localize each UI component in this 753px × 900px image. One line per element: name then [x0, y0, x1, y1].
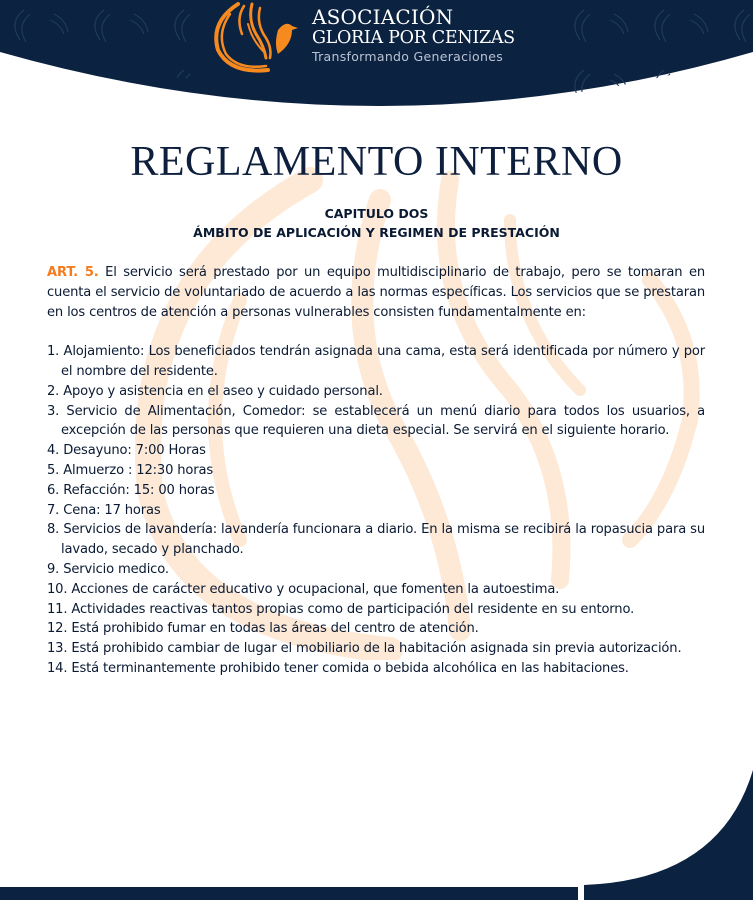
phoenix-logo-icon: [208, 0, 303, 78]
org-name-line1: ASOCIACIÓN: [312, 5, 454, 29]
list-item: 13. Está prohibido cambiar de lugar el mobiliario de la habitación asignada sin previa autorización.: [47, 641, 682, 657]
list-item: 2. Apoyo y asistencia en el aseo y cuidado personal.: [47, 383, 383, 399]
list-item: 4. Desayuno: 7:00 Horas: [47, 443, 206, 459]
list-item: 10. Acciones de carácter educativo y ocupacional, que fomenten la autoestima.: [47, 581, 560, 597]
document-body: [47, 263, 705, 679]
list-item: 3. Servicio de Alimentación, Comedor: se establecerá un menú diario para todos los usuarios, a excepción de las personas que requieren una dieta especial. Se servirá en el siguiente horario.: [47, 403, 706, 439]
chapter-title: CAPITULO DOS: [324, 206, 429, 221]
page-title: REGLAMENTO INTERNO: [130, 139, 623, 185]
list-item: 8. Servicios de lavandería: lavandería funcionara a diario. En la misma se recibirá la ropasucia para su lavado, secado y planchado.: [47, 522, 705, 558]
list-item: 7. Cena: 17 horas: [47, 502, 161, 518]
article-label: ART. 5.: [47, 265, 99, 280]
list-item: 12. Está prohibido fumar en todas las áreas del centro de atención.: [47, 621, 479, 637]
list-item: 9. Servicio medico.: [47, 561, 169, 577]
list-item: 5. Almuerzo : 12:30 horas: [47, 462, 214, 478]
org-tagline: Transformando Generaciones: [312, 49, 504, 64]
services-list: [47, 342, 705, 679]
article-paragraph: [47, 263, 705, 322]
list-item: 14. Está terminantemente prohibido tener comida o bebida alcohólica en las habitaciones.: [47, 660, 629, 676]
chapter-subtitle: ÁMBITO DE APLICACIÓN Y REGIMEN DE PRESTACIÓN: [193, 225, 560, 240]
list-item: 6. Refacción: 15: 00 horas: [47, 482, 215, 498]
org-brand: [312, 6, 515, 65]
footer-bar: [0, 887, 578, 900]
chapter-heading: [0, 204, 753, 242]
org-name-line2: GLORIA POR CENIZAS: [312, 28, 515, 48]
list-item: 11. Actividades reactivas tantos propias como de participación del residente en su entorno.: [47, 601, 635, 617]
list-item: 1. Alojamiento: Los beneficiados tendrán asignada una cama, esta será identificada por número y por el nombre del residente.: [47, 344, 705, 379]
article-text: El servicio será prestado por un equipo multidisciplinario de trabajo, pero se tomaran en cuenta el servicio de voluntariado de acuerdo a las normas específicas. Los servicios que se prestaran en los centros de atención a personas vulnerables consisten fundamentalmente en:: [47, 265, 705, 320]
